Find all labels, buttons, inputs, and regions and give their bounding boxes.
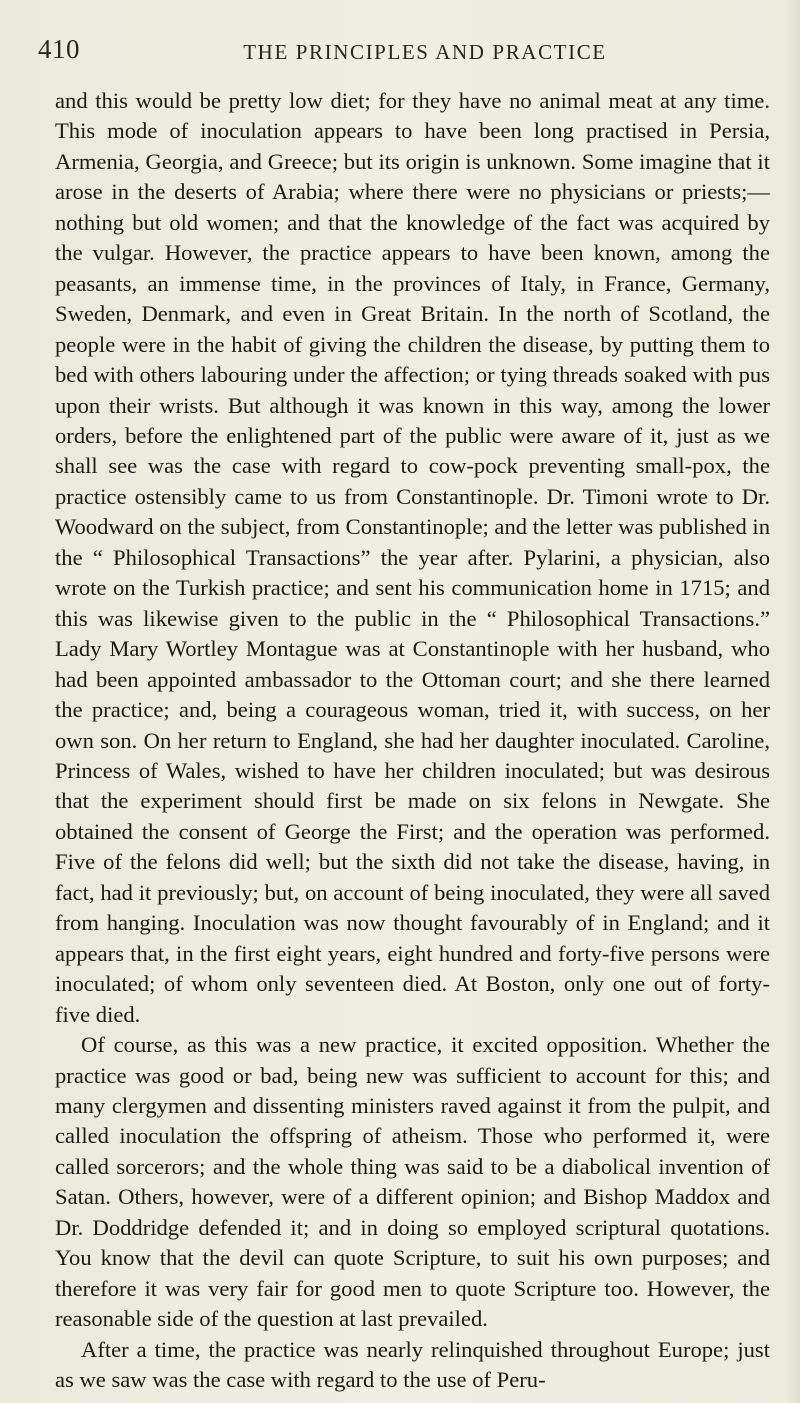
paragraph-relinquished: After a time, the practice was nearly relinquished throughout Europe; just as we saw was the case with regard to the use of Peru-	[55, 1336, 770, 1393]
running-title: THE PRINCIPLES AND PRACTICE	[243, 40, 607, 64]
paragraph-opposition: Of course, as this was a new practice, it excited opposition. Whether the practice was good or bad, being new was sufficient to account for this; and many clergymen and dissenting ministers raved against it from the pulpit, and called inoculation the offspring of atheism. Those who performed it, were called sorcerors; and the whole thing was said to be a diabolical invention of Satan. Others, however, were of a different opinion; and Bishop Maddox and Dr. Doddridge defended it; and in doing so employed scriptural quotations. You know that the devil can quote Scripture, to suit his own purposes; and therefore it was very fair for good men to quote Scripture too. However, the reasonable side of the question at last prevailed.	[55, 1032, 770, 1332]
paragraph-continued: and this would be pretty low diet; for they have no animal meat at any time. This mode of inoculation appears to have been long practised in Persia, Armenia, Georgia, and Greece; but its origin is unknown. Some imagine that it arose in the deserts of Arabia; where there were no physicians or priests;—nothing but old women; and that the knowledge of the fact was acquired by the vulgar. However, the practice appears to have been known, among the peasants, an immense time, in the provinces of Italy, in France, Germany, Sweden, Denmark, and even in Great Britain. In the north of Scotland, the people were in the habit of giving the children the disease, by putting them to bed with others labouring under the affection; or tying threads soaked with pus upon their wrists. But although it was known in this way, among the lower orders, before the enlightened part of the public were aware of it, just as we shall see was the case with regard to cow-pock preventing small-pox, the practice ostensibly came to us from Constantinople. Dr. Timoni wrote to Dr. Woodward on the subject, from Constantinople; and the letter was published in the “ Philosophical Transactions” the year after. Pylarini, a physician, also wrote on the Turkish practice; and sent his communication home in 1715; and this was likewise given to the public in the “ Philosophical Transactions.” Lady Mary Wortley Montague was at Constantinople with her husband, who had been appointed ambassador to the Ottoman court; and she there learned the practice; and, being a courageous woman, tried it, with success, on her own son. On her return to England, she had her daughter inoculated. Caroline, Princess of Wales, wished to have her children inoculated; but was desirous that the experiment should first be made on six felons in Newgate. She obtained the consent of George the First; and the operation was performed. Five of the felons did well; but the sixth did not take the disease, having, in fact, had it previously; but, on account of being inoculated, they were all saved from hanging. Inoculation was now thought favourably of in England; and it appears that, in the first eight years, eight hundred and forty-five persons were inoculated; of whom only seventeen died. At Boston, only one out of forty-five died.	[55, 88, 770, 1027]
body-text	[55, 86, 770, 1395]
page-edge-shadow	[786, 0, 800, 1403]
running-header	[0, 34, 800, 74]
page-number: 410	[38, 34, 80, 64]
